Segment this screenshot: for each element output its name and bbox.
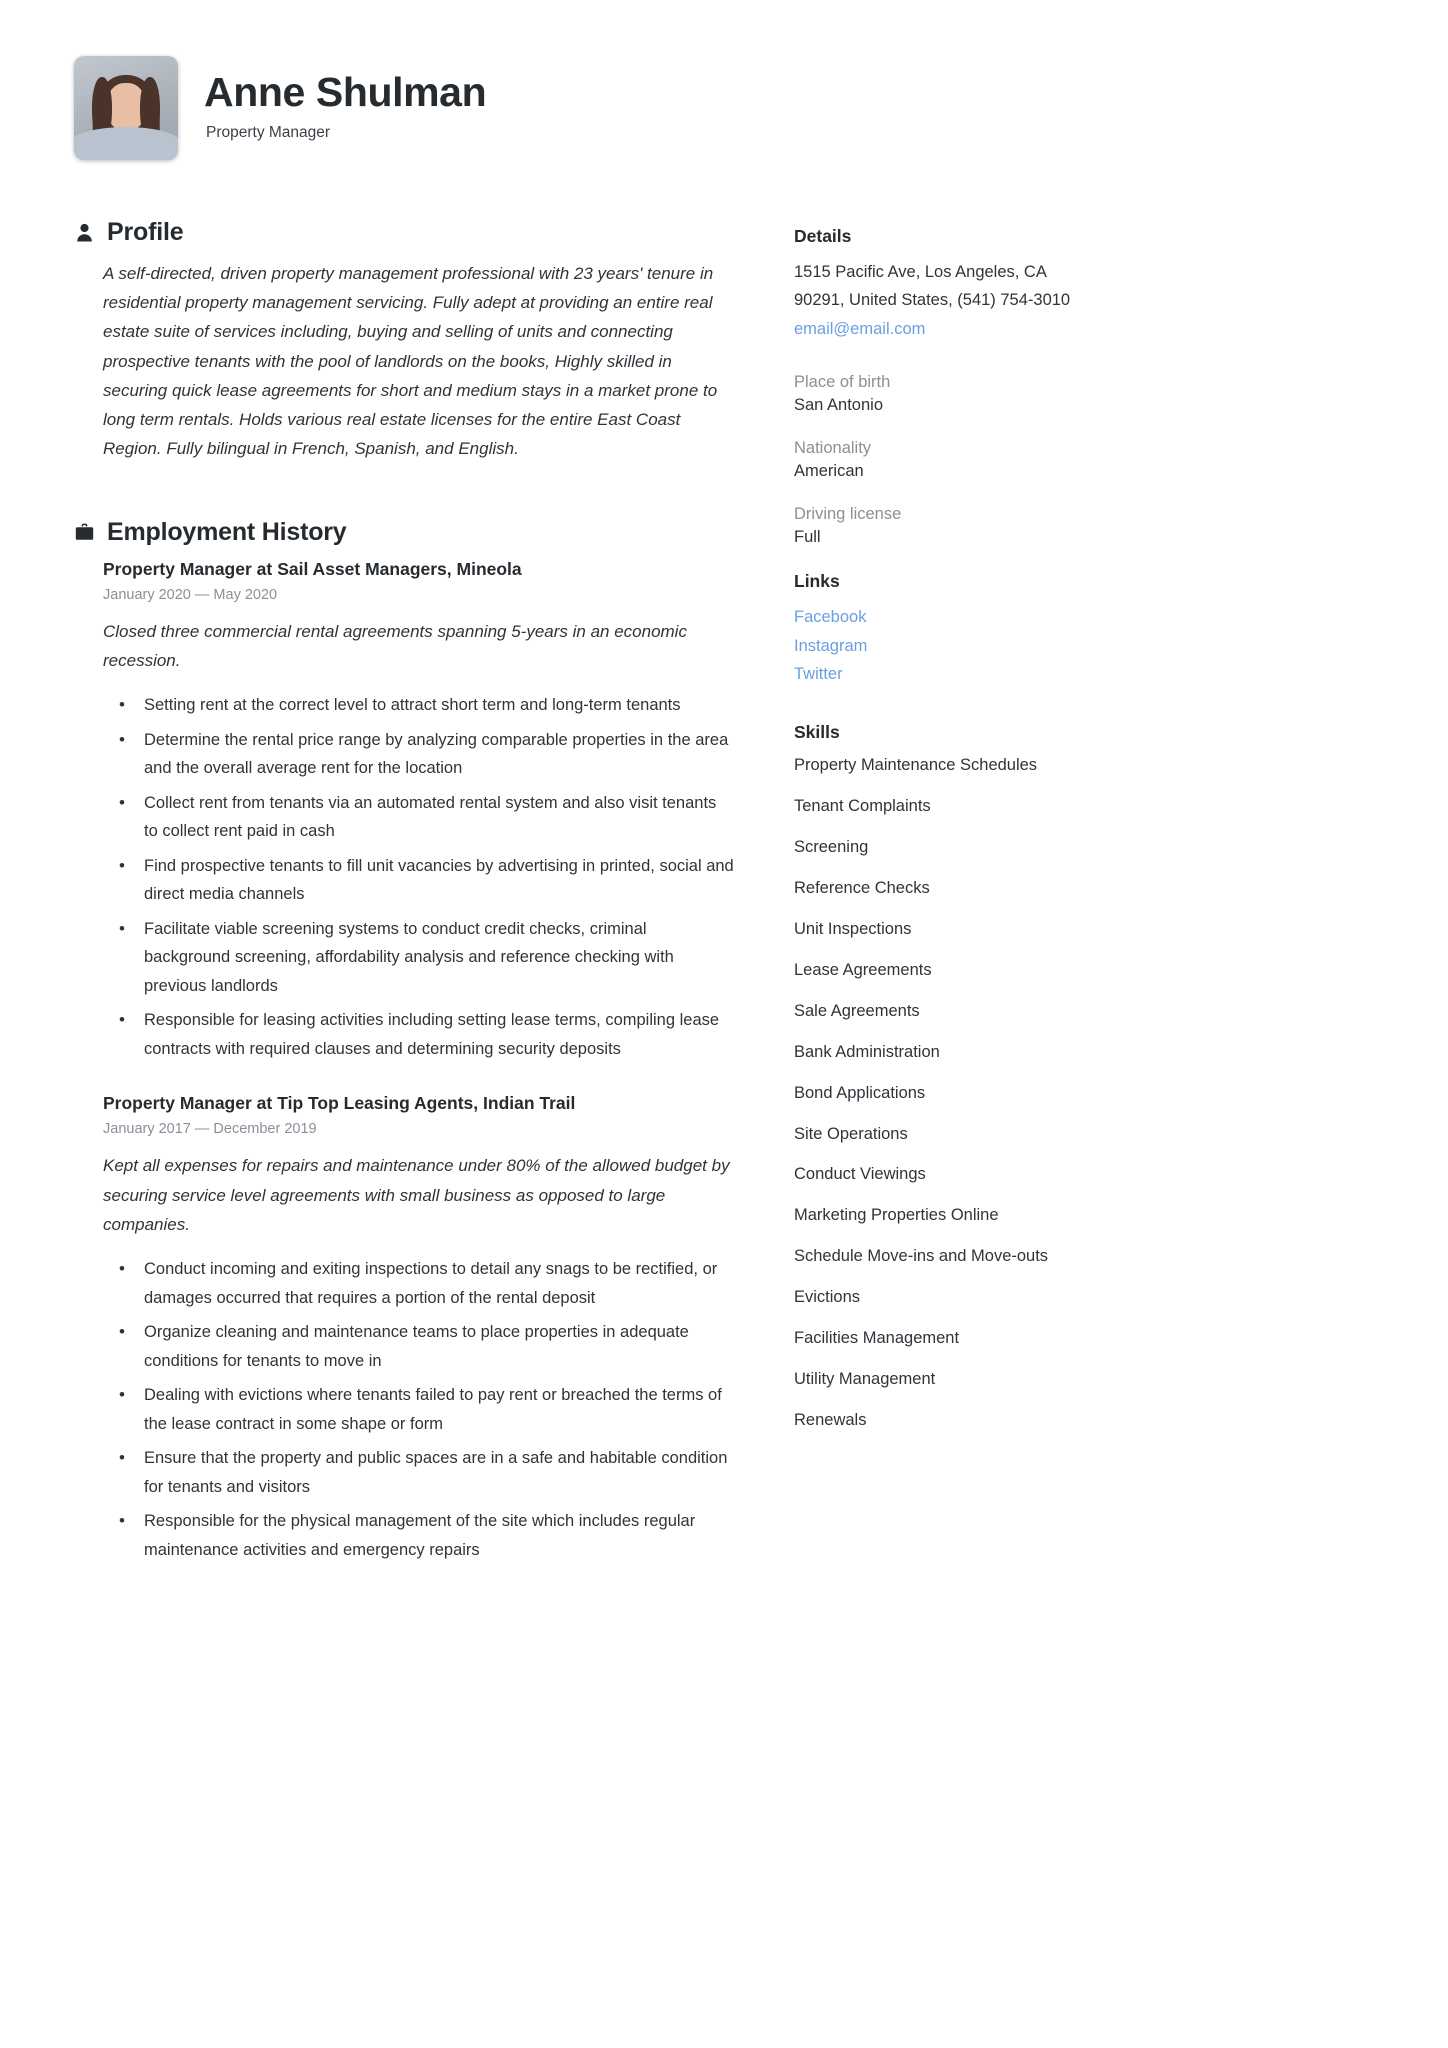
skill-item: Facilities Management [794,1329,960,1348]
briefcase-icon [74,521,94,543]
main-column [74,218,734,1595]
job-bullet: • Collect rent from tenants via an automated rental system and also visit tenants to collect rent paid in cash [111,789,734,846]
skill-item: Unit Inspections [794,919,912,938]
job-bullet: • Organize cleaning and maintenance teams to place properties in adequate conditions for tenants to move in [111,1318,734,1375]
content-columns [74,218,1374,1595]
details-address: 1515 Pacific Ave, Los Angeles, CA 90291, United States, (541) 754-3010 [794,263,1071,310]
detail-field [794,439,1094,481]
sidebar-column [794,218,1094,1450]
social-link-facebook[interactable]: Facebook [794,608,867,627]
job-role: Property Manager at [103,558,273,579]
profile-section-title: Profile [107,218,184,246]
job-summary: Kept all expenses for repairs and maintenance under 80% of the allowed budget by securing service level agreements with small business as opposed to large companies. [103,1156,730,1234]
job-entry [103,1093,734,1564]
job-bullet: • Conduct incoming and exiting inspections to detail any snags to be rectified, or damages occurred that requires a portion of the rental deposit [111,1255,734,1312]
detail-field [794,373,1094,415]
job-company: Sail Asset Managers, Mineola [277,558,522,579]
skill-item: Utility Management [794,1370,936,1389]
job-role: Property Manager at [103,1093,273,1114]
page-title: Anne Shulman [204,69,487,116]
detail-field-label: Driving license [794,505,902,524]
job-bullet-list [111,691,734,1063]
job-bullet: • Dealing with evictions where tenants failed to pay rent or breached the terms of the lease contract in some shape or form [111,1381,734,1438]
employment-section-header [74,518,734,547]
job-bullet: • Facilitate viable screening systems to conduct credit checks, criminal background screening, affordability analysis and reference checking with previous landlords [111,915,734,1001]
profile-text: A self-directed, driven property management professional with 23 years' tenure in residential property management servicing. Fully adept at providing an entire real estate suite of services including, buying and selling of units and connecting prospective tenants with the pool of landlords on the books, Highly skilled in securing quick lease agreements for short and medium stays in a market prone to long term rentals. Holds various real estate licenses for the entire East Coast Region. Fully bilingual in French, Spanish, and English. [103,264,718,459]
job-bullet: • Determine the rental price range by analyzing comparable properties in the area and the overall average rent for the location [111,726,734,783]
skill-item: Screening [794,838,869,857]
job-bullet: • Setting rent at the correct level to attract short term and long-term tenants [111,691,734,720]
employment-section-title: Employment History [107,517,347,546]
job-bullet: • Responsible for leasing activities including setting lease terms, compiling lease contracts with required clauses and determining security deposits [111,1006,734,1063]
skill-item: Conduct Viewings [794,1165,926,1184]
skill-item: Marketing Properties Online [794,1206,999,1225]
job-summary: Closed three commercial rental agreements spanning 5-years in an economic recession. [103,621,687,670]
detail-field-value: San Antonio [794,396,883,415]
skill-item: Evictions [794,1288,861,1307]
job-entry [103,559,734,1064]
skill-item: Bond Applications [794,1083,926,1102]
skills-items [794,754,1094,1433]
skill-item: Tenant Complaints [794,797,931,816]
detail-field-value: American [794,462,864,481]
job-company: Tip Top Leasing Agents, Indian Trail [277,1093,576,1114]
social-link-twitter[interactable]: Twitter [794,664,843,683]
profile-section-header [74,218,734,247]
skill-item: Lease Agreements [794,960,932,979]
job-bullet: • Ensure that the property and public spaces are in a safe and habitable condition for tenants and visitors [111,1444,734,1501]
detail-field-label: Place of birth [794,373,891,392]
job-bullet: • Responsible for the physical management of the site which includes regular maintenance activities and emergency repairs [111,1507,734,1564]
skill-item: Bank Administration [794,1042,940,1061]
job-heading [103,559,734,580]
resume-header [74,56,1374,160]
avatar [74,56,178,160]
person-icon [74,222,94,244]
personal-fields [794,373,1094,547]
name-block [204,70,486,145]
skill-item: Site Operations [794,1124,908,1143]
details-block [794,226,1094,343]
skill-item: Reference Checks [794,879,930,898]
social-link-instagram[interactable]: Instagram [794,636,868,655]
skills-block [794,722,1094,1433]
skill-item: Property Maintenance Schedules [794,756,1038,775]
job-heading [103,1093,734,1114]
detail-field [794,505,1094,547]
links-title: Links [794,571,840,592]
detail-field-value: Full [794,528,821,547]
links-items [794,603,1094,688]
links-block [794,571,1094,688]
header-job-title: Property Manager [206,123,331,141]
skill-item: Sale Agreements [794,1001,920,1020]
detail-field-label: Nationality [794,439,872,458]
job-bullet: • Find prospective tenants to fill unit vacancies by advertising in printed, social and direct media channels [111,852,734,909]
jobs-list [74,559,734,1565]
skill-item: Schedule Move-ins and Move-outs [794,1247,1049,1266]
skill-item: Renewals [794,1411,867,1429]
email-link[interactable]: email@email.com [794,319,926,338]
details-title: Details [794,226,852,246]
job-bullet-list [111,1255,734,1564]
job-dates: January 2017 — December 2019 [103,1121,317,1138]
job-dates: January 2020 — May 2020 [103,586,278,603]
skills-title: Skills [794,722,840,743]
